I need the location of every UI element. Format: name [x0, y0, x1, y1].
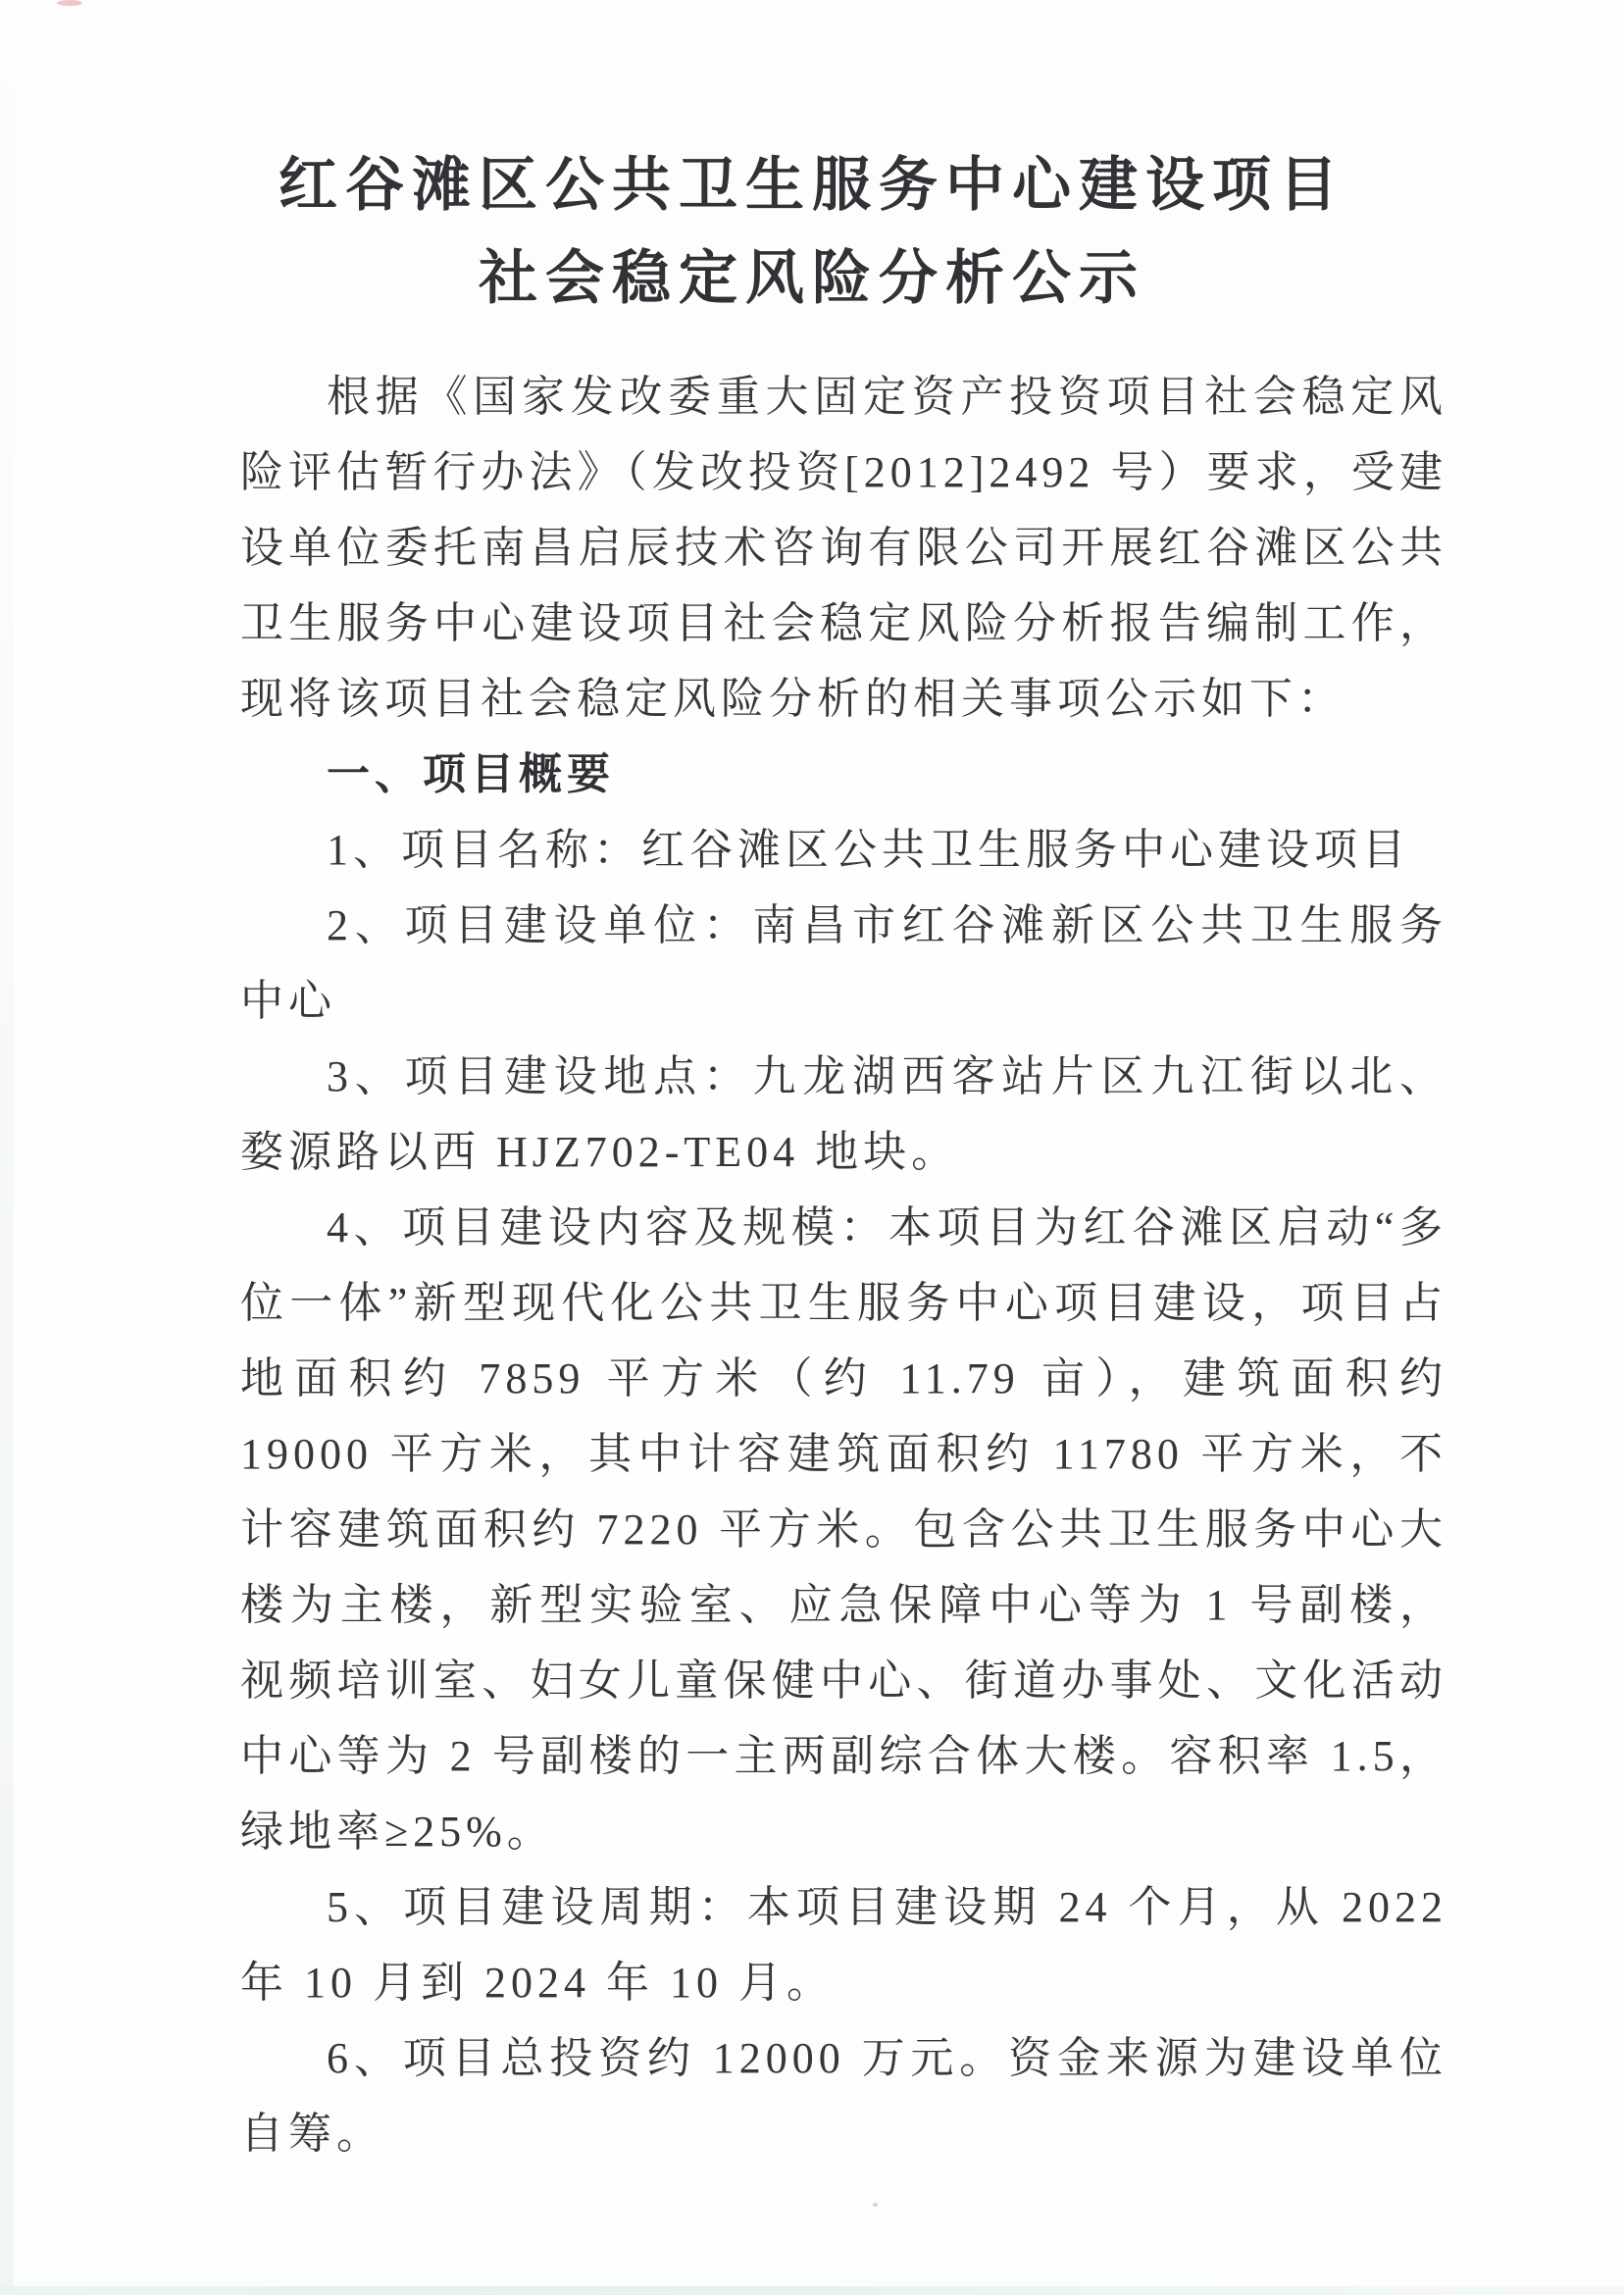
- paragraph-item-3-location: 3、项目建设地点：九龙湖西客站片区九江街以北、婺源路以西 HJZ702-TE04 地块。: [240, 1052, 1447, 1176]
- document-body: [240, 359, 1447, 2171]
- scan-artifact-left-edge: [0, 0, 14, 2295]
- paragraph-item-1-project-name: 1、项目名称：红谷滩区公共卫生服务中心建设项目: [327, 826, 1410, 874]
- paragraph-item-4-scope-and-scale: 4、项目建设内容及规模：本项目为红谷滩区启动“多位一体”新型现代化公共卫生服务中心项目建设，项目占地面积约 7859 平方米（约 11.79 亩），建筑面积约 19000 平方米，其中计容建筑面积约 11780 平方米，不计容建筑面积约 7220 平方米。包含公共卫生服务中心大楼为主楼，新型实验室、应急保障中心等为 1 号副楼，视频培训室、妇女儿童保健中心、街道办事处、文化活动中心等为 2 号副楼的一主两副综合体大楼。容积率 1.5，绿地率≥25%。: [240, 1203, 1447, 1856]
- document-title-line-1: 红谷滩区公共卫生服务中心建设项目: [279, 153, 1345, 218]
- document-title: [0, 0, 1624, 326]
- paragraph-intro: 根据《国家发改委重大固定资产投资项目社会稳定风险评估暂行办法》（发改投资[2012]2492 号）要求，受建设单位委托南昌启辰技术咨询有限公司开展红谷滩区公共卫生服务中心建设项目社会稳定风险分析报告编制工作，现将该项目社会稳定风险分析的相关事项公示如下：: [240, 373, 1447, 723]
- paragraph-item-6-total-investment: 6、项目总投资约 12000 万元。资金来源为建设单位自筹。: [240, 2034, 1447, 2158]
- scan-artifact-red-mark: [57, 0, 82, 6]
- section-heading-project-overview: 一、项目概要: [327, 750, 615, 798]
- document-title-line-2: 社会稳定风险分析公示: [479, 246, 1145, 311]
- scan-artifact-dot: [873, 2203, 878, 2207]
- paragraph-item-5-construction-period: 5、项目建设周期：本项目建设期 24 个月，从 2022 年 10 月到 2024 年 10 月。: [240, 1883, 1447, 2007]
- paragraph-item-2-construction-unit: 2、项目建设单位：南昌市红谷滩新区公共卫生服务中心: [240, 901, 1447, 1025]
- scan-artifact-bottom-edge: [0, 2286, 1624, 2295]
